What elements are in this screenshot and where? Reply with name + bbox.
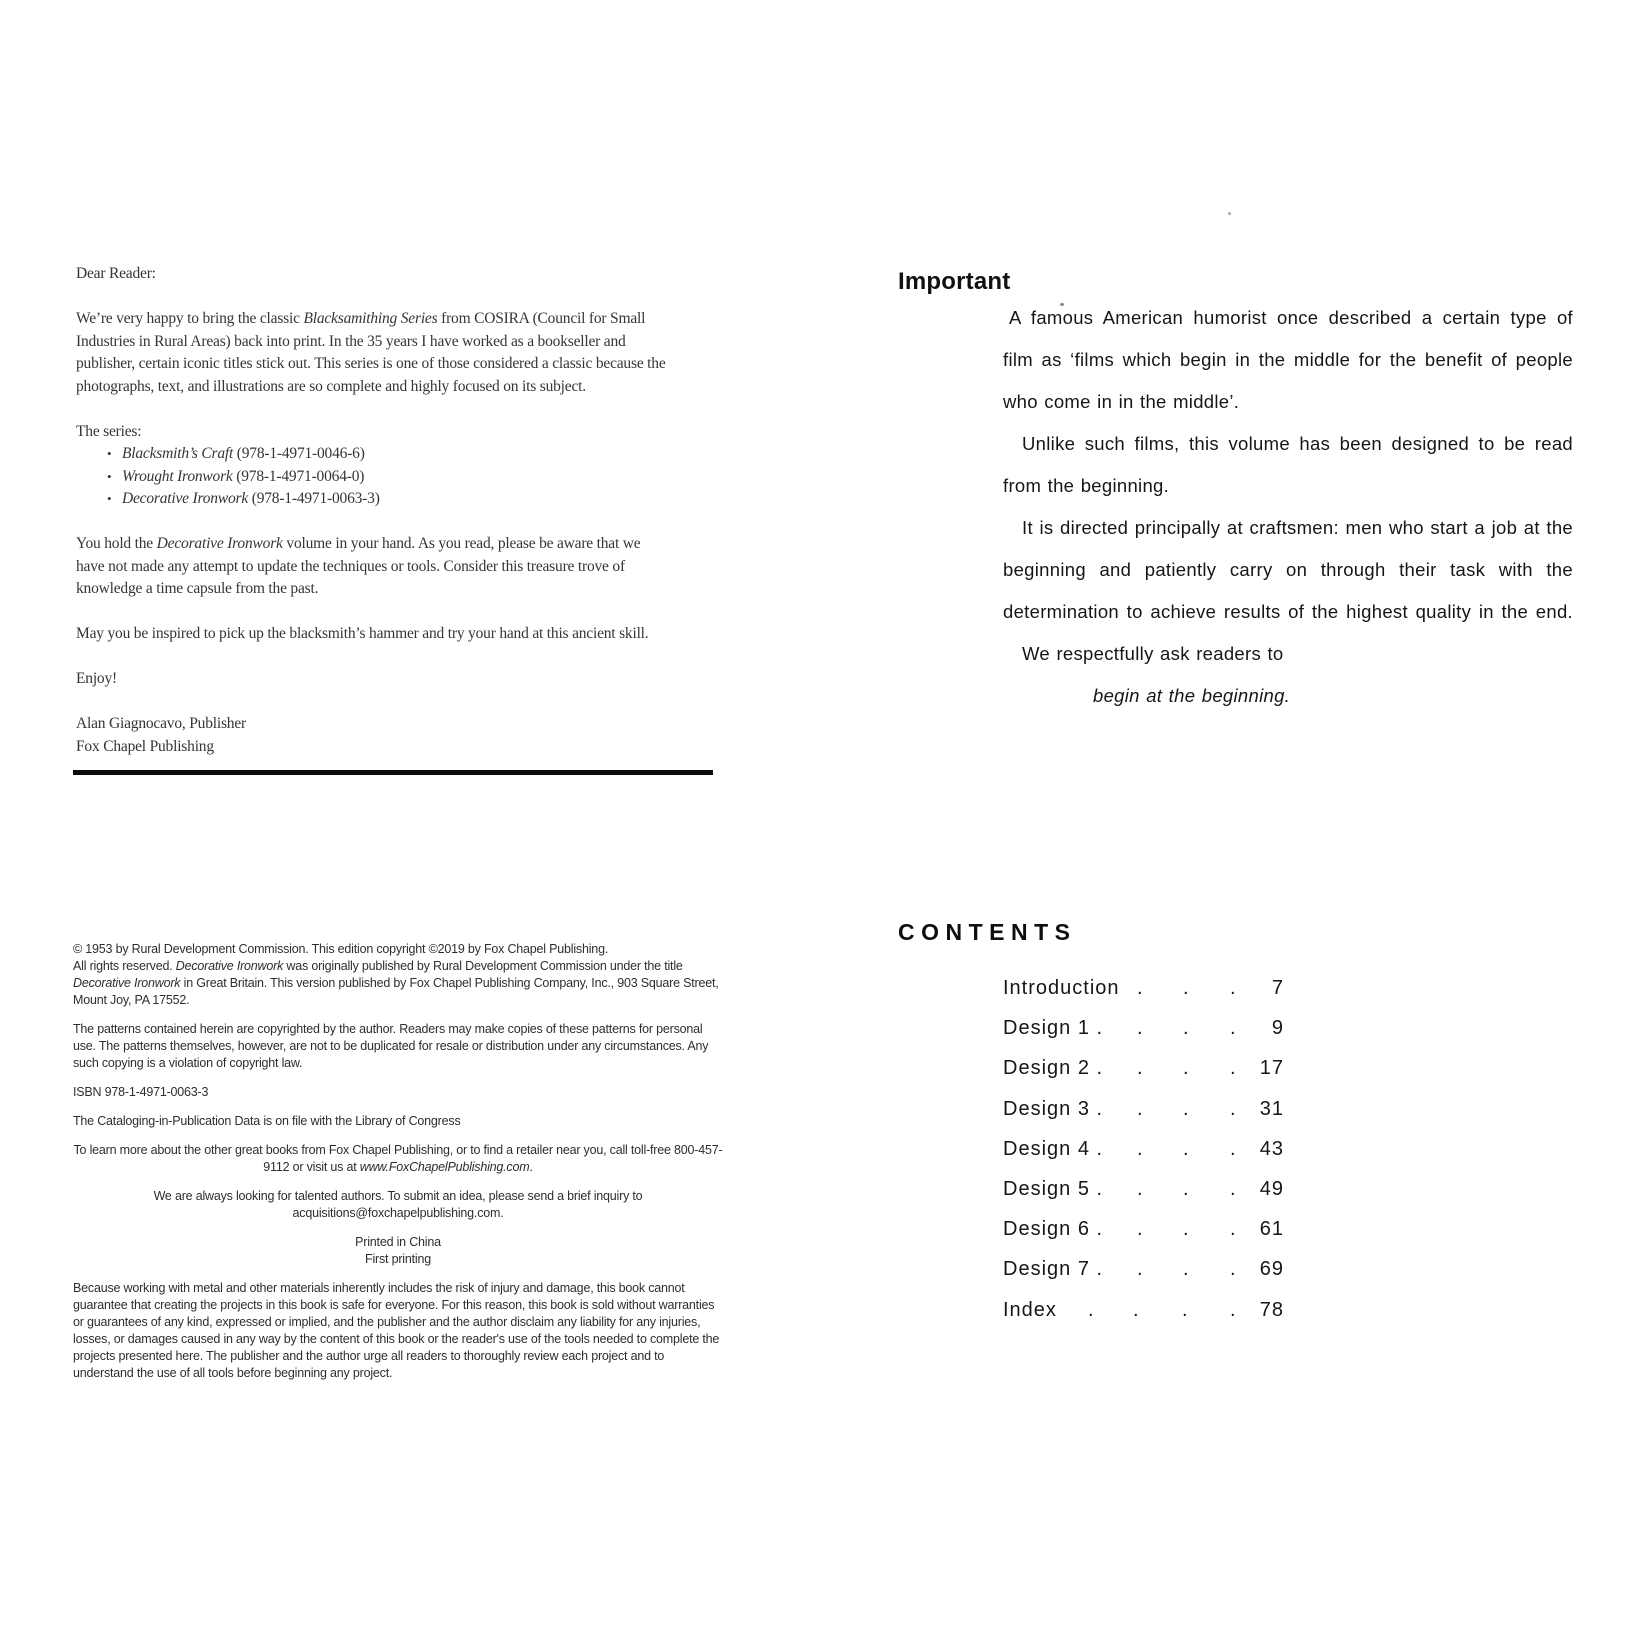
toc-row	[1003, 1008, 1284, 1048]
toc-entry-label: Design 6 .	[1003, 1218, 1104, 1241]
series-bullet-item	[76, 466, 736, 489]
letter-line	[76, 421, 736, 444]
leader-dot: .	[1183, 1057, 1190, 1080]
bullet-text	[76, 466, 364, 489]
letter-line	[76, 286, 736, 309]
copyright-paragraph	[73, 941, 723, 958]
italic-text: Decorative Ironwork	[122, 490, 249, 507]
letter-line	[76, 308, 736, 331]
letter-line	[76, 398, 736, 421]
toc-page-number: 31	[1259, 1097, 1284, 1120]
leader-dot: .	[1088, 1298, 1095, 1321]
series-bullet-item	[76, 488, 736, 511]
copyright-block	[73, 941, 723, 1394]
copyright-paragraph	[73, 1280, 723, 1382]
important-note-body	[1003, 297, 1573, 717]
text: from COSIRA (Council for Small	[437, 310, 646, 327]
leader-dot: .	[1183, 1258, 1190, 1281]
toc-page-number: 7	[1271, 977, 1284, 999]
text: The series:	[76, 422, 142, 440]
leader-dot: .	[1230, 1177, 1237, 1200]
letter-line	[76, 331, 736, 354]
text: (978-1-4971-0064-0)	[232, 467, 365, 485]
bullet-text	[76, 488, 380, 511]
leader-dot: .	[1137, 1258, 1144, 1281]
toc-page-number: 78	[1259, 1298, 1284, 1321]
bullet-text	[76, 443, 365, 466]
toc-row	[1003, 1048, 1284, 1088]
copyright-paragraph	[73, 1113, 723, 1130]
text: To learn more about the other great books from Fox Chapel Publishing, or to find a retailer near you, call toll-free 800-457-9112 or visit us at	[73, 1143, 723, 1174]
toc-entry-label: Design 1 .	[1003, 1017, 1104, 1040]
toc-row	[1003, 1290, 1284, 1330]
important-body-line: We respectfully ask readers to	[1022, 643, 1284, 664]
toc-row	[1003, 1209, 1284, 1249]
leader-dot: .	[1183, 1017, 1190, 1040]
copyright-paragraph	[73, 1234, 723, 1251]
leader-dot: .	[1183, 1097, 1190, 1120]
important-body-line: film as ‘films which begin in the middle for the benefit of people	[1003, 349, 1573, 370]
toc-entry-label: Introduction	[1003, 977, 1120, 999]
letter-line	[76, 668, 736, 691]
leader-dot: .	[1230, 1258, 1237, 1281]
text: Because working with metal and other materials inherently includes the risk of injury and damage, this book cannot guarantee that creating the projects in this book is safe for everyone. For this reason, this book is sold without warranties or guarantees of any kind, expressed or implied, and the publisher and the author disclaim any liability for any injuries, losses, or damages caused in any way by the content of this book or the reader's use of the tools needed to complete the projects presented here. The publisher and the author urge all readers to thoroughly review each project and to understand the use of all tools before beginning any project.	[73, 1281, 720, 1380]
toc-page-number: 69	[1259, 1258, 1284, 1281]
text: was originally published by Rural Development Commission under the title	[283, 959, 683, 973]
important-body-line: begin at the beginning.	[1093, 685, 1291, 706]
text: First printing	[365, 1252, 431, 1266]
leader-dot: .	[1137, 1097, 1144, 1120]
letter-line	[76, 511, 736, 534]
letter-line	[76, 556, 736, 579]
toc-entry-label: Design 3 .	[1003, 1097, 1104, 1120]
divider-rule	[73, 770, 713, 775]
text: We’re very happy to bring the classic	[76, 310, 304, 327]
text: Industries in Rural Areas) back into print. In the 35 years I have worked as a bookseller and	[76, 332, 626, 350]
publisher-letter	[76, 263, 736, 758]
leader-dot: .	[1137, 1057, 1144, 1080]
important-body-line: who come in in the middle’.	[1003, 391, 1240, 412]
italic-text: Decorative Ironwork	[156, 535, 283, 552]
scan-artifact-dot	[1228, 212, 1231, 215]
leader-dot: .	[1183, 1137, 1190, 1160]
important-body-line: determination to achieve results of the highest quality in the end.	[1003, 601, 1573, 622]
toc-page-number: 9	[1271, 1017, 1284, 1040]
letter-line	[76, 578, 736, 601]
letter-line	[76, 601, 736, 624]
toc-entry-label: Design 5 .	[1003, 1177, 1104, 1200]
copyright-paragraph	[73, 1188, 723, 1222]
text: ISBN 978-1-4971-0063-3	[73, 1085, 209, 1099]
letter-line	[76, 533, 736, 556]
copyright-paragraph	[73, 1021, 723, 1072]
text: in Great Britain. This version published by Fox Chapel Publishing Company, Inc., 903 Square Street, Mount Joy, PA 17552.	[73, 976, 719, 1007]
leader-dot: .	[1137, 1177, 1144, 1200]
leader-dot: .	[1182, 1298, 1189, 1321]
copyright-paragraph	[73, 1251, 723, 1268]
toc-row	[1003, 1249, 1284, 1289]
text: (978-1-4971-0046-6)	[233, 445, 365, 462]
bullet-icon: •	[107, 468, 112, 484]
toc-row	[1003, 1089, 1284, 1129]
text: Enjoy!	[76, 670, 117, 687]
text: You hold the	[76, 535, 157, 552]
text: volume in your hand. As you read, please be aware that we	[282, 535, 641, 552]
leader-dot: .	[1230, 1097, 1237, 1120]
letter-line	[76, 353, 736, 376]
leader-dot: .	[1137, 1017, 1144, 1040]
important-body-line: beginning and patiently carry on through their task with the	[1003, 559, 1573, 580]
important-body-line: from the beginning.	[1003, 475, 1170, 496]
toc-entry-label: Index	[1003, 1298, 1057, 1321]
italic-text: Wrought Ironwork	[122, 467, 233, 485]
italic-text: Decorative Ironwork	[175, 959, 284, 973]
italic-text: Blacksamithing Series	[303, 310, 438, 327]
toc-page-number: 61	[1259, 1218, 1284, 1241]
toc-entry-label: Design 4 .	[1003, 1137, 1104, 1160]
text: Fox Chapel Publishing	[76, 737, 214, 755]
toc-entry-label: Design 7 .	[1003, 1258, 1104, 1281]
leader-dot: .	[1137, 977, 1144, 999]
bullet-icon: •	[107, 491, 112, 506]
copyright-paragraph	[73, 1142, 723, 1176]
leader-dot: .	[1230, 1298, 1237, 1321]
italic-text: Blacksmith’s Craft	[122, 445, 234, 462]
leader-dot: .	[1230, 1218, 1237, 1241]
important-body-line: It is directed principally at craftsmen: men who start a job at the	[1022, 517, 1573, 538]
letter-line	[76, 646, 736, 669]
important-body-line: A famous American humorist once described a certain type of	[1009, 307, 1573, 328]
text: .	[529, 1160, 533, 1174]
toc-row	[1003, 968, 1284, 1008]
leader-dot: .	[1230, 1057, 1237, 1080]
leader-dot: .	[1183, 977, 1190, 999]
toc-page-number: 49	[1259, 1177, 1284, 1200]
text: knowledge a time capsule from the past.	[76, 580, 319, 597]
text: publisher, certain iconic titles stick out. This series is one of those considered a classic because the	[76, 355, 666, 372]
toc-row	[1003, 1129, 1284, 1169]
text: Alan Giagnocavo, Publisher	[76, 715, 247, 732]
text: Dear Reader:	[76, 265, 156, 282]
text: May you be inspired to pick up the blacksmith’s hammer and try your hand at this ancient skill.	[76, 625, 649, 642]
leader-dot: .	[1137, 1218, 1144, 1241]
text: have not made any attempt to update the techniques or tools. Consider this treasure trove of	[76, 557, 625, 575]
text: We are always looking for talented authors. To submit an idea, please send a brief inquiry to acquisitions@foxchapelpublishing.com.	[153, 1189, 643, 1220]
letter-line	[76, 376, 736, 399]
scan-artifact-dot	[1060, 303, 1064, 306]
important-body-line: Unlike such films, this volume has been designed to be read	[1022, 433, 1573, 454]
bullet-icon: •	[107, 446, 112, 461]
toc-entry-label: Design 2 .	[1003, 1057, 1104, 1080]
contents-list	[1003, 968, 1284, 1330]
letter-line	[76, 263, 736, 286]
toc-page-number: 43	[1259, 1137, 1284, 1160]
italic-text: www.FoxChapelPublishing.com	[359, 1160, 530, 1174]
letter-line	[76, 713, 736, 736]
letter-line	[76, 623, 736, 646]
copyright-paragraph	[73, 1084, 723, 1101]
letter-line	[76, 736, 736, 759]
letter-line	[76, 691, 736, 714]
copyright-paragraph	[73, 958, 723, 1009]
leader-dot: .	[1230, 1137, 1237, 1160]
important-heading: Important	[898, 268, 1011, 295]
leader-dot: .	[1230, 977, 1237, 999]
leader-dot: .	[1230, 1017, 1237, 1040]
leader-dot: .	[1137, 1137, 1144, 1160]
leader-dot: .	[1183, 1218, 1190, 1241]
text: photographs, text, and illustrations are so complete and highly focused on its subject.	[76, 377, 586, 395]
toc-row	[1003, 1169, 1284, 1209]
contents-heading: CONTENTS	[898, 919, 1077, 945]
italic-text: Decorative Ironwork	[73, 976, 181, 990]
leader-dot: .	[1133, 1298, 1140, 1321]
text: All rights reserved.	[73, 959, 176, 973]
text: © 1953 by Rural Development Commission. This edition copyright ©2019 by Fox Chapel Publishing.	[73, 942, 609, 956]
text: (978-1-4971-0063-3)	[248, 490, 380, 507]
series-bullet-item	[76, 443, 736, 466]
leader-dot: .	[1183, 1177, 1190, 1200]
text: Printed in China	[355, 1235, 441, 1249]
toc-page-number: 17	[1259, 1057, 1284, 1080]
text: The patterns contained herein are copyrighted by the author. Readers may make copies of these patterns for personal use. The patterns themselves, however, are not to be duplicated for resale or distribution under any circumstances. Any such copying is a violation of copyright law.	[73, 1022, 709, 1070]
text: The Cataloging-in-Publication Data is on file with the Library of Congress	[73, 1114, 461, 1128]
